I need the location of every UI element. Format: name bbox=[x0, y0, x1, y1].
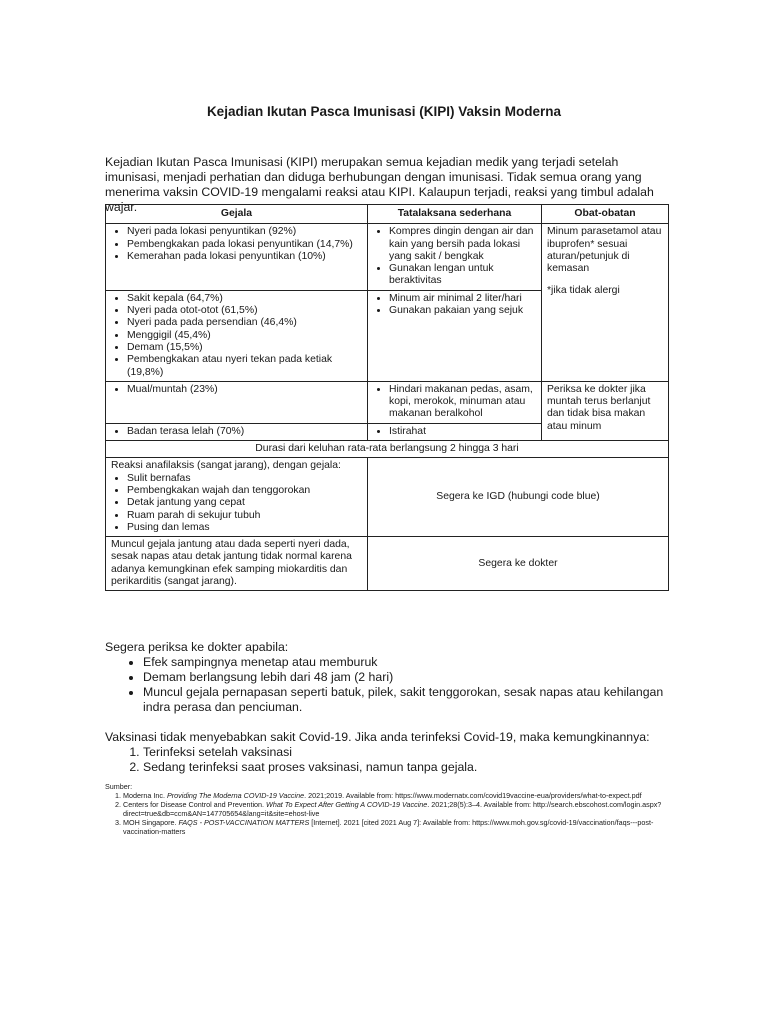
anaphylaxis-action: Segera ke IGD (hubungi code blue) bbox=[368, 458, 669, 537]
list-item: • Kompres dingin dengan air dan kain yang bersih pada lokasi yang sakit / bengkak bbox=[389, 226, 536, 263]
intro-paragraph: Kejadian Ikutan Pasca Imunisasi (KIPI) merupakan semua kejadian medik yang terjadi setelah imunisasi, menjadi perhatian dan diduga berhubungan dengan imunisasi. Tidak semua orang yang menerima vaksin COVID-19 mengalami reaksi atau KIPI. Kalaupun terjadi, reaksi yang timbul adalah wajar. bbox=[105, 155, 654, 214]
sources-label: Sumber: bbox=[105, 782, 133, 791]
list-item: • Kemerahan pada lokasi penyuntikan (10%) bbox=[127, 251, 362, 263]
list-item: • Minum air minimal 2 liter/hari bbox=[389, 293, 536, 305]
table-row bbox=[106, 441, 669, 458]
gejala-cell bbox=[106, 381, 368, 423]
obat-footnote: *jika tidak alergi bbox=[547, 285, 620, 297]
list-item: • Efek sampingnya menetap atau memburuk bbox=[143, 655, 675, 670]
duration-cell: Durasi dari keluhan rata-rata berlangsung 2 hingga 3 hari bbox=[106, 441, 669, 458]
list-item: • Sakit kepala (64,7%) bbox=[127, 293, 362, 305]
doctor-list bbox=[105, 655, 675, 715]
list-item: • Mual/muntah (23%) bbox=[127, 384, 362, 396]
source-title: Providing The Moderna COVID-19 Vaccine bbox=[166, 791, 305, 800]
list-item: • Istirahat bbox=[389, 426, 536, 438]
tatalaksana-cell bbox=[368, 224, 542, 290]
table-row bbox=[106, 381, 669, 423]
list-item: • Detak jantung yang cepat bbox=[127, 497, 362, 509]
header-tatalaksana: Tatalaksana sederhana bbox=[368, 205, 542, 224]
after-table-section bbox=[105, 640, 675, 775]
sources-section bbox=[105, 782, 665, 836]
source-title: FAQS - POST-VACCINATION MATTERS bbox=[178, 818, 310, 827]
source-author: MOH Singapore. bbox=[123, 818, 179, 827]
source-details: . 2021;28(5):3–4. Available from: http://search.ebscohost.com/login.aspx?direct=true&db=ccm&AN=147705654&lang=it&site=ehost-live bbox=[123, 800, 662, 818]
vaccination-heading: Vaksinasi tidak menyebabkan sakit Covid-19. Jika anda terinfeksi Covid-19, maka kemungkinannya: bbox=[105, 730, 650, 744]
doctor-heading: Segera periksa ke dokter apabila: bbox=[105, 640, 289, 654]
tatalaksana-cell bbox=[368, 290, 542, 381]
source-author: Moderna Inc. bbox=[123, 791, 167, 800]
heart-action: Segera ke dokter bbox=[368, 537, 669, 591]
obat-cell: Periksa ke dokter jika muntah terus berlanjut dan tidak bisa makan atau minum bbox=[542, 381, 669, 440]
tatalaksana-cell bbox=[368, 423, 542, 440]
obat-cell bbox=[542, 224, 669, 382]
anaphylaxis-cell bbox=[106, 458, 368, 537]
header-obat: Obat-obatan bbox=[542, 205, 669, 224]
list-item: • Nyeri pada pada persendian (46,4%) bbox=[127, 317, 362, 329]
list-item: • Ruam parah di sekujur tubuh bbox=[127, 510, 362, 522]
gejala-cell bbox=[106, 224, 368, 290]
heart-cell: Muncul gejala jantung atau dada seperti nyeri dada, sesak napas atau detak jantung tidak normal karena adanya kemungkinan efek samping miokarditis dan perikarditis (sangat jarang). bbox=[106, 537, 368, 591]
table-row bbox=[106, 458, 669, 537]
list-item: • Nyeri pada otot-otot (61,5%) bbox=[127, 305, 362, 317]
source-item bbox=[123, 800, 665, 818]
source-details: . 2021;2019. Available from: https://www.modernatx.com/covid19vaccine-eua/providers/what-to-expect.pdf bbox=[304, 791, 642, 800]
source-details: [Internet]. 2021 [cited 2021 Aug 7]: Available from: https://www.moh.gov.sg/covid-19/vaccination/faqs---post-vaccination-matters bbox=[123, 818, 654, 836]
source-item bbox=[123, 791, 665, 800]
kipi-table bbox=[105, 204, 669, 591]
page-title: Kejadian Ikutan Pasca Imunisasi (KIPI) Vaksin Moderna bbox=[206, 104, 562, 119]
gejala-cell bbox=[106, 423, 368, 440]
source-item bbox=[123, 818, 665, 836]
list-item: • Pusing dan lemas bbox=[127, 522, 362, 534]
gejala-cell bbox=[106, 290, 368, 381]
list-item: • Pembengkakan atau nyeri tekan pada ketiak (19,8%) bbox=[127, 354, 362, 379]
list-item: • Pembengkakan wajah dan tenggorokan bbox=[127, 485, 362, 497]
vaccination-list bbox=[105, 745, 675, 775]
list-item: • Gunakan lengan untuk beraktivitas bbox=[389, 263, 536, 288]
table-row bbox=[106, 537, 669, 591]
source-title: What To Expect After Getting A COVID-19 Vaccine bbox=[266, 800, 428, 809]
list-item: • Nyeri pada lokasi penyuntikan (92%) bbox=[127, 226, 362, 238]
anaphylaxis-intro: Reaksi anafilaksis (sangat jarang), dengan gejala: bbox=[111, 460, 341, 472]
list-item: • Sulit bernafas bbox=[127, 473, 362, 485]
list-item: • Demam (15,5%) bbox=[127, 342, 362, 354]
list-item: • Menggigil (45,4%) bbox=[127, 330, 362, 342]
list-item: • Gunakan pakaian yang sejuk bbox=[389, 305, 536, 317]
list-item: • Demam berlangsung lebih dari 48 jam (2 hari) bbox=[143, 670, 675, 685]
list-item: • Hindari makanan pedas, asam, kopi, merokok, minuman atau makanan beralkohol bbox=[389, 384, 536, 421]
list-item: • Badan terasa lelah (70%) bbox=[127, 426, 362, 438]
list-item: • Muncul gejala pernapasan seperti batuk, pilek, sakit tenggorokan, sesak napas atau kehilangan indra perasa dan penciuman. bbox=[143, 685, 675, 715]
list-item: 1. Terinfeksi setelah vaksinasi bbox=[143, 745, 675, 760]
header-gejala: Gejala bbox=[106, 205, 368, 224]
tatalaksana-cell bbox=[368, 381, 542, 423]
table-header-row bbox=[106, 205, 669, 224]
list-item: • Pembengkakan pada lokasi penyuntikan (14,7%) bbox=[127, 239, 362, 251]
obat-text: Minum parasetamol atau ibuprofen* sesuai aturan/petunjuk di kemasan bbox=[547, 226, 662, 275]
list-item: 2. Sedang terinfeksi saat proses vaksinasi, namun tanpa gejala. bbox=[143, 760, 675, 775]
source-author: Centers for Disease Control and Prevention. bbox=[123, 800, 267, 809]
table-row bbox=[106, 224, 669, 290]
sources-list bbox=[105, 791, 665, 836]
